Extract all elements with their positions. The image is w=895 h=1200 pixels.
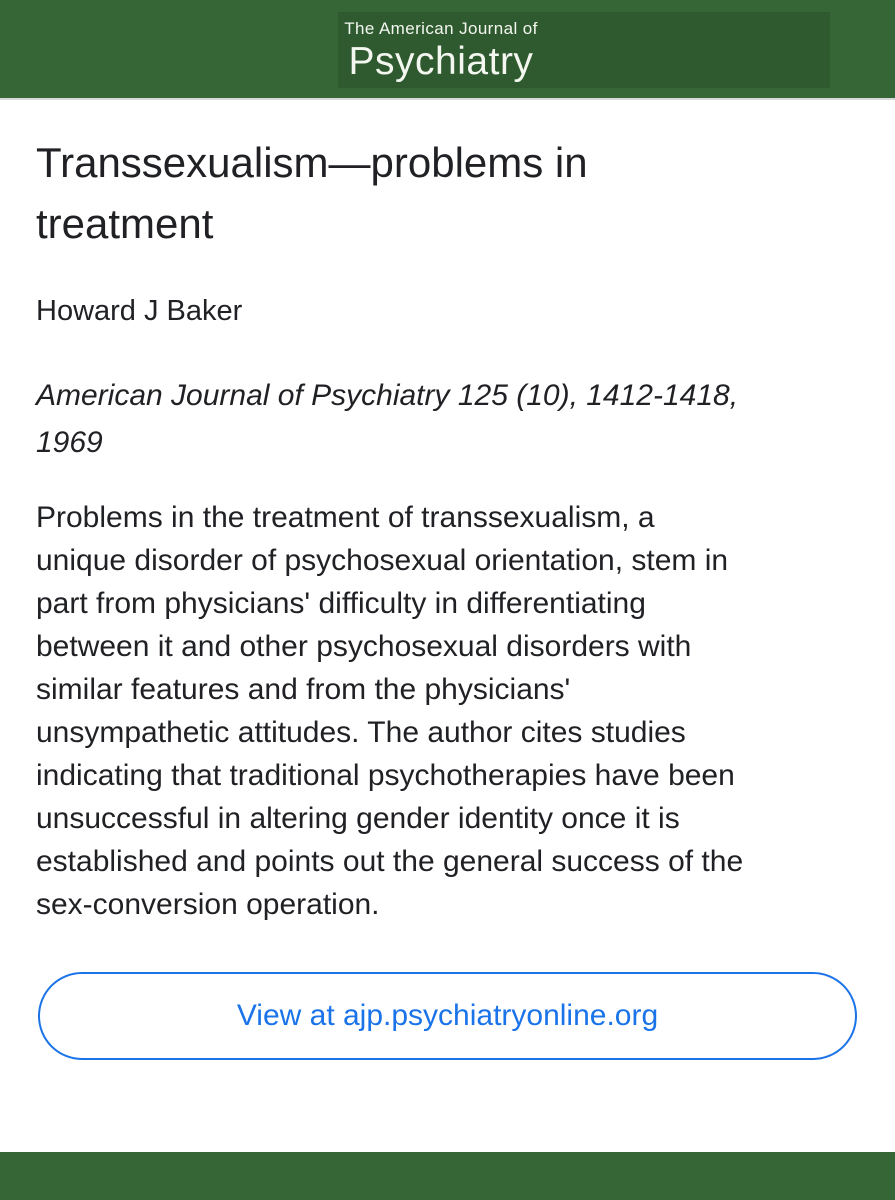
abstract-line: unsympathetic attitudes. The author cites studies	[36, 716, 686, 749]
article-main	[0, 100, 895, 1060]
article-citation	[36, 372, 859, 466]
article-author: Howard J Baker	[36, 295, 243, 327]
view-source-button[interactable]: View at ajp.psychiatryonline.org	[38, 972, 857, 1060]
citation-line: 1969	[36, 426, 103, 459]
abstract-line: Problems in the treatment of transsexualism, a	[36, 501, 655, 534]
abstract-line: established and points out the general success of the	[36, 845, 744, 878]
article-title: Transsexualism—problems in treatment	[36, 139, 588, 247]
journal-logo-text	[344, 19, 537, 81]
abstract-line: part from physicians' difficulty in differentiating	[36, 587, 646, 620]
abstract-line: unsuccessful in altering gender identity once it is	[36, 802, 680, 835]
article-abstract	[36, 496, 859, 926]
abstract-line: similar features and from the physicians'	[36, 673, 571, 706]
journal-logo-subtitle: The American Journal of	[344, 19, 538, 38]
abstract-line: between it and other psychosexual disorders with	[36, 630, 692, 663]
citation-line: American Journal of Psychiatry 125 (10), 1412-1418,	[36, 379, 739, 412]
journal-logo-title: Psychiatry	[348, 40, 534, 83]
footer-bar	[0, 1152, 895, 1200]
journal-logo	[338, 12, 830, 88]
abstract-line: unique disorder of psychosexual orientation, stem in	[36, 544, 729, 577]
journal-banner	[0, 0, 895, 100]
abstract-line: sex-conversion operation.	[36, 888, 380, 921]
abstract-line: indicating that traditional psychotherapies have been	[36, 759, 735, 792]
